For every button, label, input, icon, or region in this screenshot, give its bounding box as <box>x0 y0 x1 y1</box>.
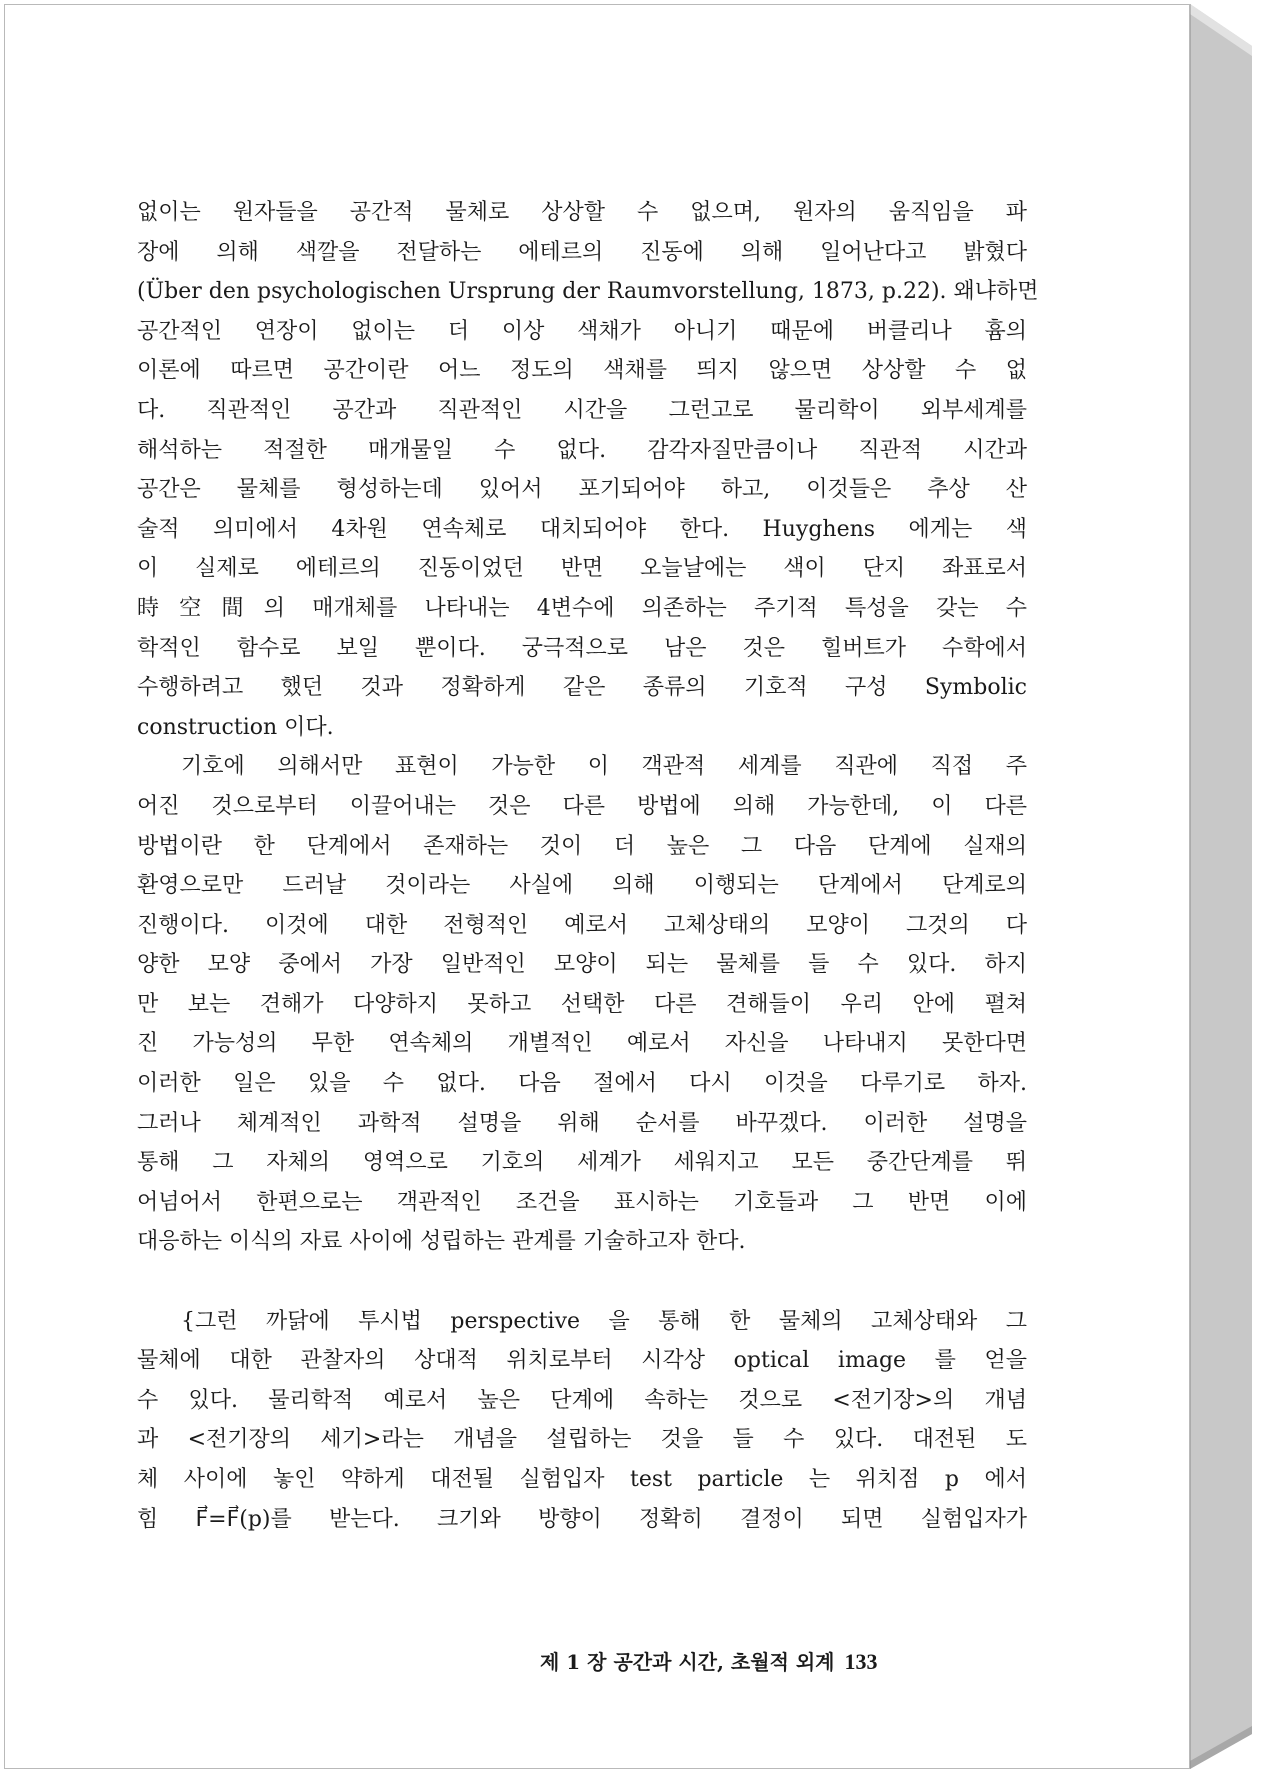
text-line: 공간은 물체를 형성하는데 있어서 포기되어야 하고, 이것들은 추상 산 <box>137 477 1027 503</box>
text-line: construction 이다. <box>137 714 334 740</box>
text-line: 방법이란 한 단계에서 존재하는 것이 더 높은 그 다음 단계에 실재의 <box>137 833 1027 859</box>
text-line: 이론에 따르면 공간이란 어느 정도의 색채를 띄지 않으면 상상할 수 없 <box>137 358 1027 384</box>
text-line: 이러한 일은 있을 수 없다. 다음 절에서 다시 이것을 다루기로 하자. <box>137 1071 1027 1097</box>
page-number: 133 <box>844 1649 878 1674</box>
text-line: 진행이다. 이것에 대한 전형적인 예로서 고체상태의 모양이 그것의 다 <box>137 912 1027 938</box>
text-line: 학적인 함수로 보일 뿐이다. 궁극적으로 남은 것은 힐버트가 수학에서 <box>137 635 1027 661</box>
book-spine <box>1190 4 1252 1769</box>
text-line: 없이는 원자들을 공간적 물체로 상상할 수 없으며, 원자의 움직임을 파 <box>137 200 1027 225</box>
text-line: 다. 직관적인 공간과 직관적인 시간을 그런고로 물리학이 외부세계를 <box>137 397 1027 423</box>
text-line: 時空間의 매개체를 나타내는 4변수에 의존하는 주기적 특성을 갖는 수 <box>137 595 1027 621</box>
text-line: 어진 것으로부터 이끌어내는 것은 다른 방법에 의해 가능한데, 이 다른 <box>137 793 1027 819</box>
paragraph-first-line: {그런 까닭에 투시법 perspective 을 통해 한 물체의 고체상태와 그 <box>181 1308 1027 1334</box>
text-line: 술적 의미에서 4차원 연속체로 대치되어야 한다. Huyghens 에게는 색 <box>137 516 1027 542</box>
text-line: 통해 그 자체의 영역으로 기호의 세계가 세워지고 모든 중간단계를 뛰 <box>137 1150 1027 1176</box>
paragraph-gap <box>137 1262 1027 1302</box>
text-line: 물체에 대한 관찰자의 상대적 위치로부터 시각상 optical image 를 얻을 <box>137 1348 1027 1374</box>
text-line: 진 가능성의 무한 연속체의 개별적인 예로서 자신을 나타내지 못한다면 <box>137 1031 1027 1057</box>
text-line: 그러나 체계적인 과학적 설명을 위해 순서를 바꾸겠다. 이러한 설명을 <box>137 1110 1027 1136</box>
text-line: 어넘어서 한편으로는 객관적인 조건을 표시하는 기호들과 그 반면 이에 <box>137 1189 1027 1215</box>
text-line: 만 보는 견해가 다양하지 못하고 선택한 다른 견해들이 우리 안에 펼쳐 <box>137 991 1027 1017</box>
text-line: 해석하는 적절한 매개물일 수 없다. 감각자질만큼이나 직관적 시간과 <box>137 437 1027 463</box>
text-line: 과 <전기장의 세기>라는 개념을 설립하는 것을 들 수 있다. 대전된 도 <box>137 1427 1027 1453</box>
text-line: 힘 F⃗=F⃗(p)를 받는다. 크기와 방향이 정확히 결정이 되면 실험입자가 <box>137 1506 1027 1532</box>
running-footer <box>540 1646 1000 1675</box>
text-line: 수 있다. 물리학적 예로서 높은 단계에 속하는 것으로 <전기장>의 개념 <box>137 1387 1027 1413</box>
text-line: 수행하려고 했던 것과 정확하게 같은 종류의 기호적 구성 Symbolic <box>137 675 1027 701</box>
text-line: 환영으로만 드러날 것이라는 사실에 의해 이행되는 단계에서 단계로의 <box>137 873 1027 899</box>
text-line: 이 실제로 에테르의 진동이었던 반면 오늘날에는 색이 단지 좌표로서 <box>137 556 1027 582</box>
text-line: 공간적인 연장이 없이는 더 이상 색채가 아니기 때문에 버클리나 흄의 <box>137 318 1027 344</box>
text-line: 양한 모양 중에서 가장 일반적인 모양이 되는 물체를 들 수 있다. 하지 <box>137 952 1027 978</box>
paragraph-first-line: 기호에 의해서만 표현이 가능한 이 객관적 세계를 직관에 직접 주 <box>181 754 1027 780</box>
text-line: 대응하는 이식의 자료 사이에 성립하는 관계를 기술하고자 한다. <box>137 1229 746 1255</box>
text-line: 장에 의해 색깔을 전달하는 에테르의 진동에 의해 일어난다고 밝혔다 <box>137 239 1027 265</box>
text-line: (Über den psychologischen Ursprung der Raumvorstellung, 1873, p.22). 왜냐하면 <box>137 279 1039 305</box>
chapter-title: 제 1 장 공간과 시간, 초월적 외계 <box>540 1650 835 1674</box>
text-line: 체 사이에 놓인 약하게 대전될 실험입자 test particle 는 위치점 p 에서 <box>137 1467 1027 1492</box>
body-text <box>137 193 1039 1539</box>
